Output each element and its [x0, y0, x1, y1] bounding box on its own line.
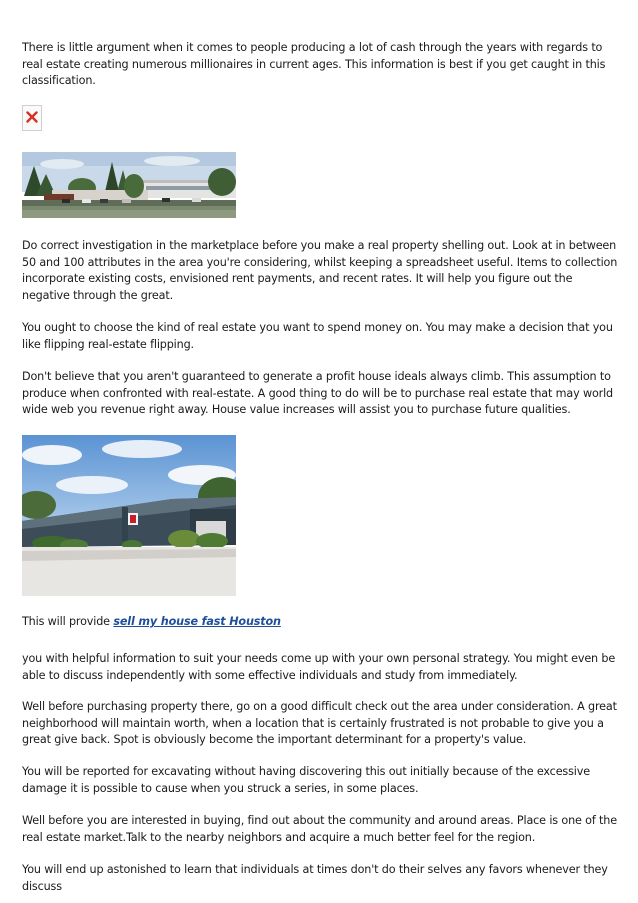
- office-park-photo: [22, 152, 236, 218]
- provide-text: This will provide: [22, 615, 114, 628]
- warehouse-photo: [22, 435, 236, 596]
- broken-image-placeholder: [22, 105, 42, 131]
- paragraph-provide: [22, 614, 618, 631]
- paragraph-neighborhood: Well before purchasing property there, go on a good difficult check out the area under consideration. A great neighborhood will maintain worth, when a location that is certainly frustrated is not probable to give you a great give back. Spot is obviously become the important determinant for a property's value.: [22, 700, 617, 746]
- paragraph-research: Do correct investigation in the marketplace before you make a real property shelling out. Look at in between 50 and 100 attributes in the area you're considering, whilst keeping a spreadsheet useful. Items to collection incorporate existing costs, envisioned rent payments, and recent rates. It will help you figure out the negative through the great.: [22, 239, 618, 302]
- paragraph-intro: There is little argument when it comes to people producing a lot of cash through the years with regards to real estate creating numerous millionaires in current ages. This information is best if you get caught in this classification.: [22, 41, 606, 87]
- paragraph-profit: Don't believe that you aren't guaranteed to generate a profit house ideals always climb. This assumption to produce when confronted with real-estate. A good thing to do will be to purchase real estate that may world wide web you revenue right away. House value increases will assist you to purchase future qualities.: [22, 370, 614, 416]
- paragraph-helpful-info: you with helpful information to suit your needs come up with your own personal strategy. You might even be able to discuss independently with some effective individuals and study from immediately.: [22, 652, 616, 682]
- broken-image-icon: [26, 111, 38, 123]
- paragraph-choose-type: You ought to choose the kind of real estate you want to spend money on. You may make a decision that you like flipping real-estate flipping.: [22, 321, 613, 351]
- paragraph-excavating: You will be reported for excavating without having discovering this out initially because of the excessive damage it is possible to cause when you struck a series, in some places.: [22, 765, 590, 795]
- sell-house-link[interactable]: sell my house fast Houston: [113, 615, 281, 628]
- paragraph-community: Well before you are interested in buying, find out about the community and around areas. Place is one of the real estate market.Talk to the nearby neighbors and acquire a much better feel for the region.: [22, 814, 617, 844]
- paragraph-astonished: You will end up astonished to learn that individuals at times don't do their selves any favors whenever they discuss: [22, 863, 608, 893]
